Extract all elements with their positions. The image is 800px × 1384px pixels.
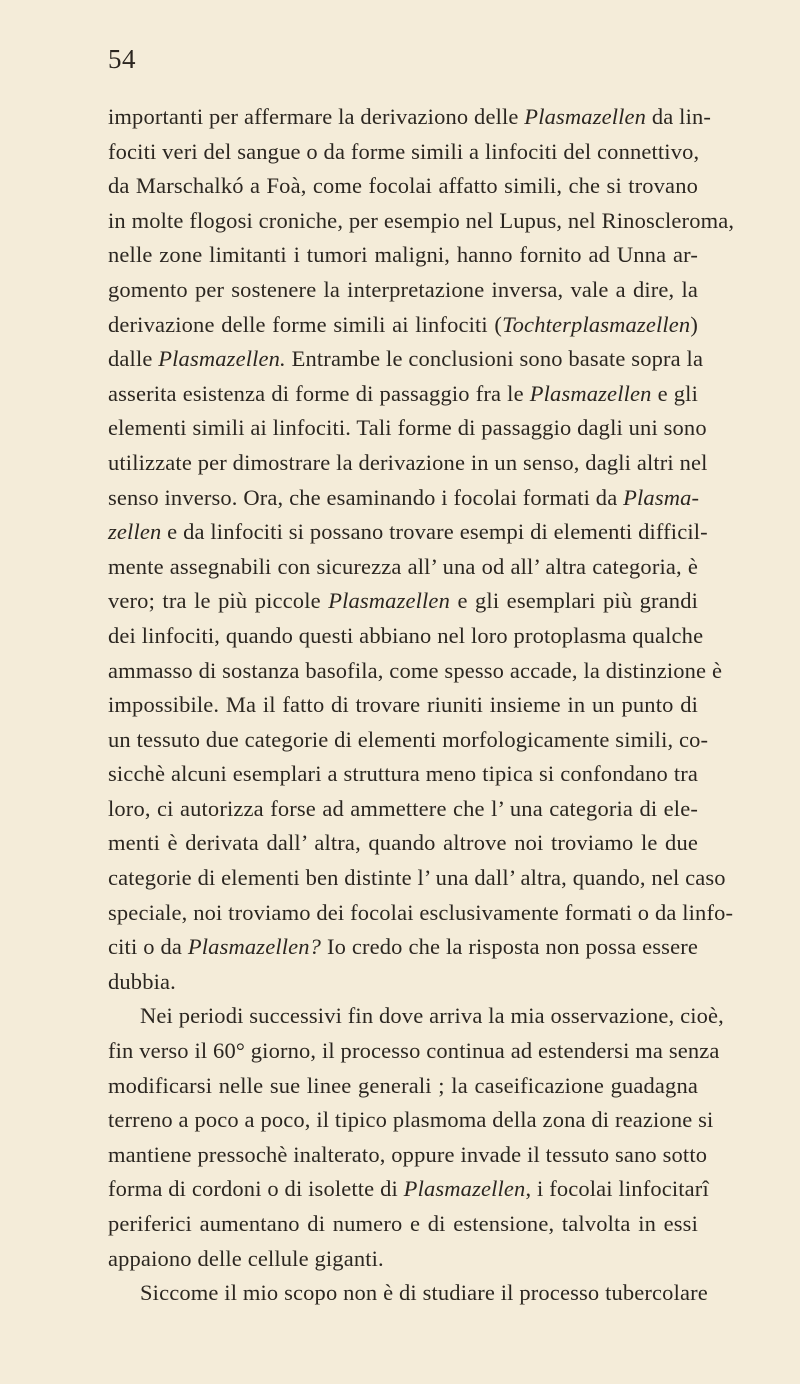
text-run: loro, ci autorizza forse ad ammettere che l’ una categoria di ele- — [108, 795, 698, 821]
text-run: citi o da — [108, 934, 188, 960]
text-run: dei linfociti, quando questi abbiano nel loro protoplasma qualche — [108, 622, 704, 648]
text-run: vero; tra le più piccole — [108, 588, 329, 614]
text-line — [108, 1138, 708, 1173]
text-run: un tessuto due categorie di elementi morfologicamente simili, co- — [108, 726, 709, 752]
text-run: terreno a poco a poco, il tipico plasmoma della zona di reazione si — [108, 1107, 714, 1133]
text-line — [108, 792, 698, 827]
italic-term: Plasmazellen — [403, 1176, 526, 1202]
text-line — [108, 481, 698, 516]
text-line — [108, 1103, 714, 1138]
italic-term: Plasma- — [623, 484, 700, 510]
text-run: utilizzate per dimostrare la derivazione in un senso, dagli altri nel — [108, 449, 708, 475]
text-run: in molte flogosi croniche, per esempio nel Lupus, nel Rinoscleroma, — [108, 207, 735, 233]
text-run: fin verso il 60° giorno, il processo continua ad estendersi ma senza — [108, 1038, 720, 1064]
text-run: ammasso di sostanza basofila, come spesso accade, la distinzione è — [108, 657, 723, 683]
text-run: speciale, noi troviamo dei focolai esclusivamente formati o da linfo- — [108, 899, 734, 925]
text-line — [108, 654, 723, 689]
text-run: e da linfociti si possano trovare esempi di elementi difficil- — [161, 519, 708, 545]
text-line — [108, 584, 698, 619]
text-line — [108, 619, 704, 654]
italic-term: Plasmazellen — [328, 588, 450, 614]
text-line — [108, 204, 735, 239]
text-run: appaiono delle cellule giganti. — [108, 1245, 384, 1271]
italic-term: Plasmazellen — [524, 104, 647, 129]
text-line — [108, 999, 724, 1034]
text-line — [108, 238, 698, 273]
text-run: mente assegnabili con sicurezza all’ una od all’ altra categoria, è — [108, 553, 698, 579]
text-line — [108, 930, 698, 965]
body-text — [108, 100, 735, 1311]
italic-term: Plasmazellen? — [187, 934, 322, 960]
text-line — [108, 826, 698, 861]
text-line — [108, 273, 698, 308]
text-line — [108, 965, 698, 1000]
text-line — [108, 515, 708, 550]
italic-term: Plasmazellen. — [158, 346, 286, 372]
text-run: impossibile. Ma il fatto di trovare riuniti insieme in un punto di — [108, 692, 698, 718]
text-line — [108, 1207, 698, 1242]
text-run: senso inverso. Ora, che esaminando i focolai formati da — [108, 484, 624, 510]
text-run: ) — [690, 311, 698, 337]
text-line — [108, 100, 712, 135]
text-run: da Marschalkó a Foà, come focolai affatto simili, che si trovano — [108, 173, 698, 199]
text-run: categorie di elementi ben distinte l’ una dall’ altra, quando, nel caso — [108, 865, 726, 891]
text-run: gomento per sostenere la interpretazione inversa, vale a dire, la — [108, 276, 698, 302]
text-run: e gli esemplari più grandi — [449, 588, 698, 614]
italic-term: Tochterplasmazellen — [502, 311, 691, 337]
text-run: asserita esistenza di forme di passaggio fra le — [108, 380, 530, 406]
text-line — [108, 342, 704, 377]
text-run: Io credo che la risposta non possa essere — [321, 934, 698, 960]
text-line — [108, 169, 698, 204]
text-run: dubbia. — [108, 968, 176, 994]
text-line — [108, 1172, 709, 1207]
text-line — [108, 1069, 698, 1104]
text-line — [108, 411, 707, 446]
text-line — [108, 861, 726, 896]
text-line — [108, 688, 698, 723]
text-run: forma di cordoni o di isolette di — [108, 1176, 404, 1202]
text-run: Siccome il mio scopo non è di studiare il processo tubercolare — [140, 1280, 708, 1306]
text-line — [108, 896, 734, 931]
text-run: mantiene pressochè inalterato, oppure invade il tessuto sano sotto — [108, 1141, 708, 1167]
text-run: dalle — [108, 346, 159, 372]
text-line — [108, 723, 709, 758]
text-line — [108, 1034, 720, 1069]
text-run: e gli — [651, 380, 698, 406]
text-run: da lin- — [646, 104, 712, 129]
page-number: 54 — [108, 44, 136, 74]
text-line — [108, 1276, 708, 1311]
text-run: sicchè alcuni esemplari a struttura meno tipica si confondano tra — [108, 761, 698, 787]
text-line — [108, 377, 698, 412]
text-run: importanti per affermare la derivaziono delle — [108, 104, 525, 129]
text-run: Entrambe le conclusioni sono basate sopra la — [285, 346, 704, 372]
text-line — [108, 446, 708, 481]
text-run: derivazione delle forme simili ai linfociti ( — [108, 311, 503, 337]
text-line — [108, 757, 698, 792]
text-run: modificarsi nelle sue linee generali ; la caseificazione guadagna — [108, 1072, 698, 1098]
text-run: periferici aumentano di numero e di estensione, talvolta in essi — [108, 1211, 698, 1236]
text-line — [108, 550, 698, 585]
text-run: elementi simili ai linfociti. Tali forme di passaggio dagli uni sono — [108, 415, 707, 441]
text-line — [108, 1242, 698, 1277]
text-line — [108, 308, 698, 343]
italic-term: zellen — [108, 519, 162, 545]
text-run: fociti veri del sangue o da forme simili a linfociti del connettivo, — [108, 138, 700, 164]
text-line — [108, 135, 698, 170]
text-run: Nei periodi successivi fin dove arriva la mia osservazione, cioè, — [140, 1003, 724, 1029]
text-run: menti è derivata dall’ altra, quando altrove noi troviamo le due — [108, 830, 698, 856]
italic-term: Plasmazellen — [529, 380, 652, 406]
text-run: , i focolai linfocitarî — [525, 1176, 709, 1202]
text-run: nelle zone limitanti i tumori maligni, hanno fornito ad Unna ar- — [108, 242, 698, 268]
